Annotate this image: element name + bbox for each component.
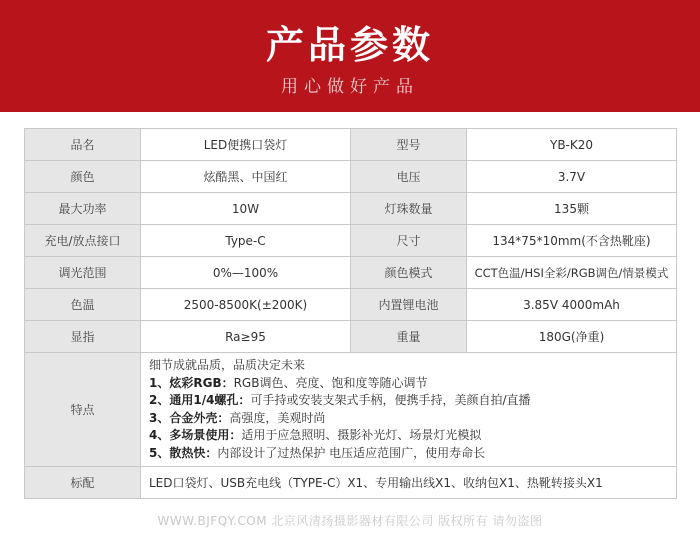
spec-label: 调光范围	[25, 257, 141, 289]
spec-value: 180G(净重)	[467, 321, 677, 353]
table-row-features	[25, 353, 677, 467]
feature-key: 1、炫彩RGB：	[149, 375, 234, 390]
feature-item	[149, 445, 668, 463]
banner-subtitle: 用心做好产品	[281, 77, 419, 97]
accessories-label: 标配	[25, 467, 141, 499]
feature-text: 高强度，美观时尚	[229, 410, 326, 425]
spec-label: 充电/放点接口	[25, 225, 141, 257]
table-row	[25, 225, 677, 257]
spec-value: YB-K20	[467, 129, 677, 161]
spec-label: 最大功率	[25, 193, 141, 225]
spec-value: Ra≥95	[141, 321, 351, 353]
spec-value: 3.7V	[467, 161, 677, 193]
spec-value: LED便携口袋灯	[141, 129, 351, 161]
watermark: WWW.BJFQY.COM 北京风清扬摄影器材有限公司 版权所有 请勿盗图	[157, 514, 543, 528]
header-banner	[0, 0, 700, 112]
features-cell	[141, 353, 677, 467]
feature-item	[149, 392, 668, 410]
spec-value: 135颗	[467, 193, 677, 225]
table-row	[25, 129, 677, 161]
spec-value: 2500-8500K(±200K)	[141, 289, 351, 321]
feature-text: 可手持或安装支架式手柄，便携手持，美颜自拍/直播	[250, 393, 531, 407]
spec-value: 10W	[141, 193, 351, 225]
feature-item	[149, 375, 668, 393]
table-row	[25, 289, 677, 321]
spec-value: 134*75*10mm(不含热靴座)	[467, 225, 677, 257]
feature-text: 内部设计了过热保护 电压适应范围广，使用寿命长	[217, 445, 486, 460]
feature-key: 3、合金外壳：	[149, 410, 230, 425]
banner-title: 产品参数	[265, 23, 434, 67]
table-row	[25, 193, 677, 225]
spec-value: Type-C	[141, 225, 351, 257]
features-intro: 细节成就品质，品质决定未来	[149, 358, 306, 372]
spec-label: 内置锂电池	[351, 289, 467, 321]
spec-label: 色温	[25, 289, 141, 321]
accessories-value: LED口袋灯、USB充电线（TYPE-C）X1、专用输出线X1、收纳包X1、热靴转接头X1	[141, 467, 677, 499]
table-row	[25, 257, 677, 289]
table-row	[25, 321, 677, 353]
spec-table	[24, 128, 677, 499]
feature-key: 5、散热快：	[149, 445, 218, 460]
spec-table-body	[25, 129, 677, 499]
table-row-accessories	[25, 467, 677, 499]
spec-label: 电压	[351, 161, 467, 193]
spec-label: 型号	[351, 129, 467, 161]
feature-item	[149, 427, 668, 445]
spec-label: 品名	[25, 129, 141, 161]
spec-label: 颜色	[25, 161, 141, 193]
features-label: 特点	[25, 353, 141, 467]
feature-text: 适用于应急照明、摄影补光灯、场景灯光模拟	[241, 428, 482, 442]
spec-value: CCT色温/HSI全彩/RGB调色/情景模式	[467, 257, 677, 289]
spec-label: 颜色模式	[351, 257, 467, 289]
spec-value: 0%—100%	[141, 257, 351, 289]
table-row	[25, 161, 677, 193]
spec-value: 3.85V 4000mAh	[467, 289, 677, 321]
feature-text: RGB调色、亮度、饱和度等随心调节	[233, 375, 428, 390]
spec-label: 尺寸	[351, 225, 467, 257]
spec-label: 灯珠数量	[351, 193, 467, 225]
feature-key: 4、多场景使用：	[149, 428, 242, 442]
feature-key: 2、通用1/4螺孔：	[149, 393, 251, 407]
feature-item	[149, 410, 668, 428]
spec-value: 炫酷黑、中国红	[141, 161, 351, 193]
spec-label: 重量	[351, 321, 467, 353]
spec-label: 显指	[25, 321, 141, 353]
